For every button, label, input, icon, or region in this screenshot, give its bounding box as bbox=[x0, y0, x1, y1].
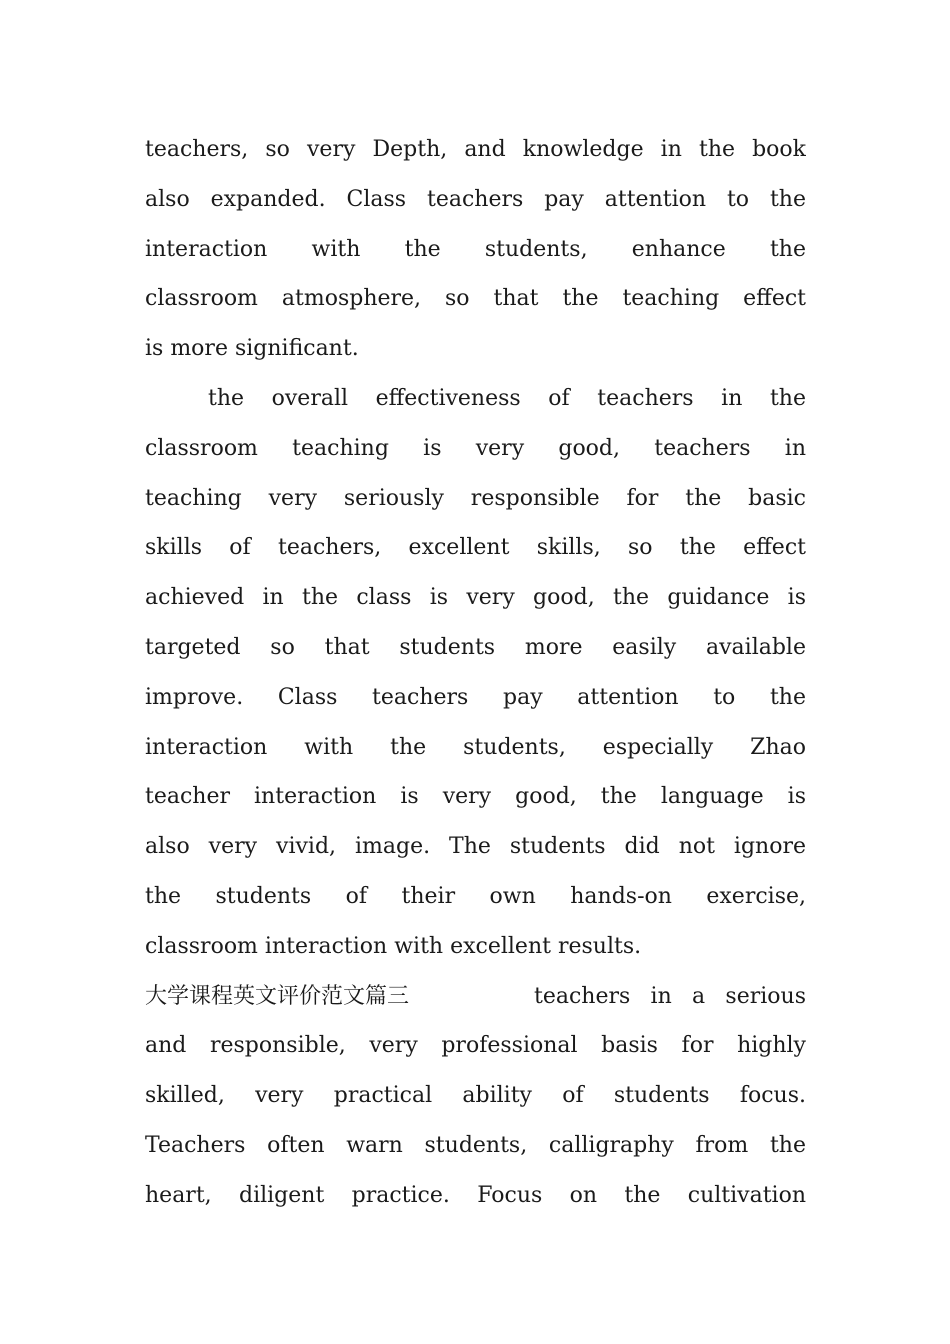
text-line: targeted so that students more easily available bbox=[145, 634, 806, 660]
text-line: teaching very seriously responsible for the basic bbox=[145, 485, 806, 511]
text-line: interaction with the students, especially Zhao bbox=[145, 734, 806, 760]
text-line: Teachers often warn students, calligraphy from the bbox=[145, 1132, 806, 1158]
text-line: classroom interaction with excellent results. bbox=[145, 933, 642, 959]
text-line: skilled, very practical ability of students focus. bbox=[145, 1083, 806, 1109]
text-line: is more significant. bbox=[145, 336, 359, 362]
heading-line bbox=[145, 972, 806, 1022]
paragraph bbox=[145, 125, 806, 374]
text-line: the students of their own hands-on exercise, bbox=[145, 883, 806, 909]
body-text bbox=[145, 125, 806, 1221]
text-line: classroom teaching is very good, teachers in bbox=[145, 435, 806, 461]
text-line: interaction with the students, enhance the bbox=[145, 236, 806, 262]
text-line: improve. Class teachers pay attention to the bbox=[145, 684, 806, 710]
text-line: skills of teachers, excellent skills, so the effect bbox=[145, 535, 806, 561]
section-heading: 大学课程英文评价范文篇三 bbox=[145, 983, 410, 1009]
text-line: teacher interaction is very good, the language is bbox=[145, 784, 806, 810]
paragraph bbox=[145, 374, 806, 972]
text-line: heart, diligent practice. Focus on the cultivation bbox=[145, 1182, 806, 1208]
text-line: classroom atmosphere, so that the teaching effect bbox=[145, 286, 806, 312]
text-line: achieved in the class is very good, the guidance is bbox=[145, 585, 806, 611]
text-line: teachers, so very Depth, and knowledge in the book bbox=[145, 137, 806, 162]
text-line: and responsible, very professional basis for highly bbox=[145, 1033, 806, 1059]
text-line: also expanded. Class teachers pay attention to the bbox=[145, 186, 806, 212]
text-line: the overall effectiveness of teachers in the bbox=[208, 385, 806, 411]
text-line: also very vivid, image. The students did not ignore bbox=[145, 834, 806, 860]
text-fragment: teachers in a serious bbox=[534, 983, 806, 1009]
paragraph bbox=[145, 972, 806, 1221]
